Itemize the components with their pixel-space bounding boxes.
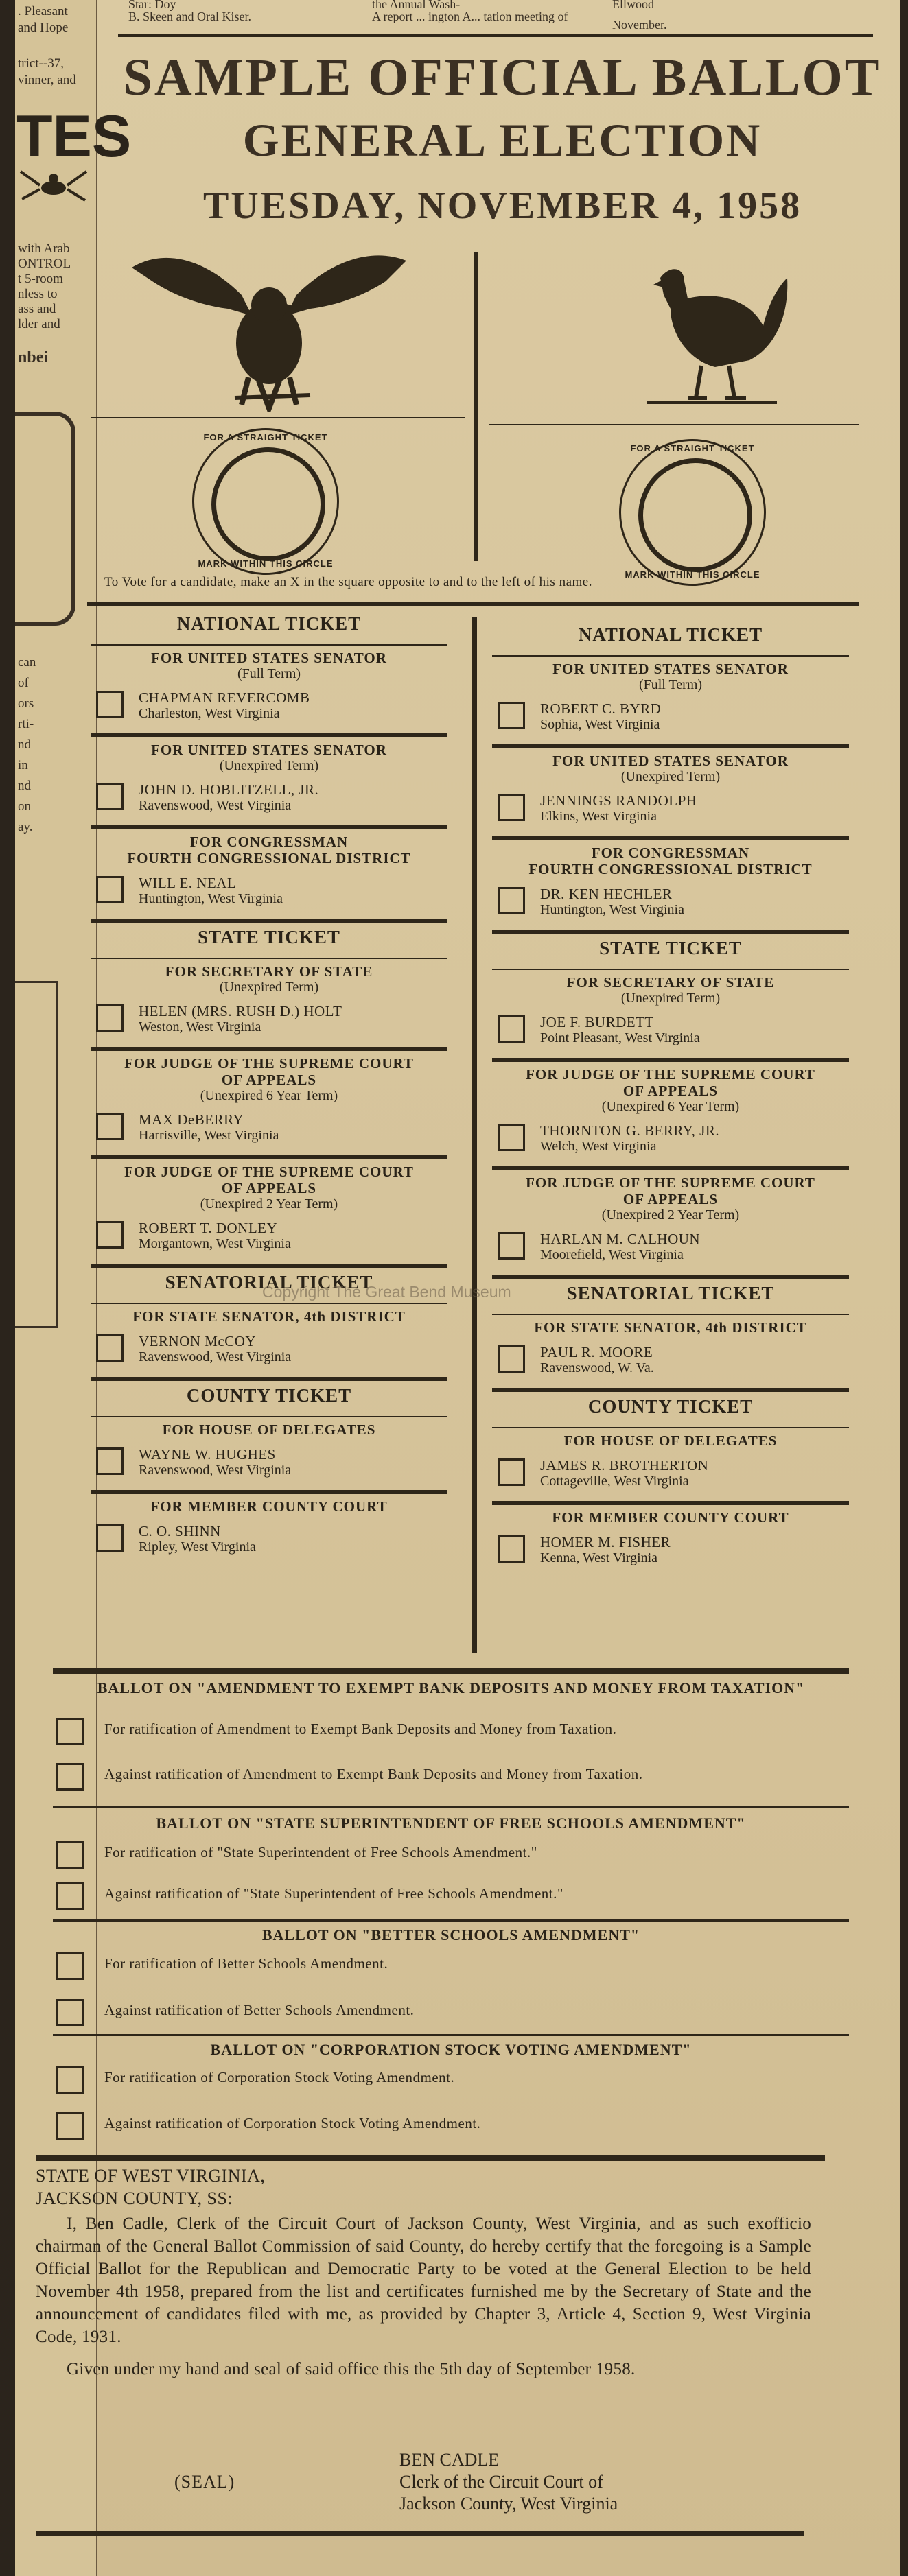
office-title: FOR SECRETARY OF STATE xyxy=(165,963,373,980)
office-title: FOR UNITED STATES SENATOR xyxy=(151,742,387,758)
vote-checkbox[interactable] xyxy=(56,1841,84,1869)
term-label: (Unexpired 6 Year Term) xyxy=(601,1099,740,1114)
office-title: FOR HOUSE OF DELEGATES xyxy=(162,1421,376,1438)
amendment-option xyxy=(56,1839,846,1873)
vote-checkbox[interactable] xyxy=(498,794,525,821)
strip-text: on xyxy=(18,799,31,814)
candidate-hometown: Elkins, West Virginia xyxy=(540,809,657,824)
top-rule xyxy=(118,34,873,37)
strip-headline: TES xyxy=(16,104,132,169)
certificate-state: STATE OF WEST VIRGINIA, xyxy=(36,2166,266,2186)
circle-caption: FOR A STRAIGHT TICKET xyxy=(630,443,755,453)
strip-text: rti- xyxy=(18,717,34,731)
column-divider xyxy=(474,252,478,561)
amendment-option-text: For ratification of Corporation Stock Voting Amendment. xyxy=(104,2069,455,2085)
section-title: COUNTY TICKET xyxy=(186,1385,352,1406)
candidate-row xyxy=(91,1329,447,1373)
strip-text: lder and xyxy=(18,317,60,331)
section-title: SENATORIAL TICKET xyxy=(566,1283,775,1303)
wasp-icon xyxy=(19,158,88,213)
candidate-name: DR. KEN HECHLER xyxy=(540,886,673,902)
term-label: (Unexpired 2 Year Term) xyxy=(601,1207,740,1222)
signature-block xyxy=(399,2449,618,2515)
amendment-option-text: For ratification of Better Schools Amendment. xyxy=(104,1955,388,1972)
clipped-text: Ellwood xyxy=(612,0,654,11)
term-label: (Unexpired 6 Year Term) xyxy=(200,1088,338,1103)
office-title: FOR CONGRESSMAN xyxy=(591,844,750,861)
strip-text: nbei xyxy=(18,348,49,366)
strip-text: of xyxy=(18,676,29,690)
strip-text: ass and xyxy=(18,302,56,316)
certificate-body: I, Ben Cadle, Clerk of the Circuit Court of Jackson County, West Virginia, and as such exofficio chairman of the General Ballot Commission of said County, do hereby certify that the foregoing is a Sample Official Ballot for the Republican and Democratic Party to be voted at the General Election to be held November 4th 1958, prepared from the list and certificates furnished me by the Secretary of State and the announcement of candidates filed with me, as provided by Chapter 3, Article 4, Section 9, West Virginia Code, 1931. xyxy=(36,2214,811,2346)
straight-ticket-circle-democratic[interactable] xyxy=(619,439,766,586)
amendment-divider xyxy=(53,2034,849,2036)
bottom-rule xyxy=(36,2531,804,2536)
strip-text: vinner, and xyxy=(18,73,76,87)
office-title: FOR CONGRESSMAN xyxy=(189,834,349,850)
candidate-hometown: Welch, West Virginia xyxy=(540,1139,657,1154)
vote-checkbox[interactable] xyxy=(498,702,525,729)
vote-checkbox[interactable] xyxy=(498,1015,525,1043)
clipped-text: B. Skeen and Oral Kiser. xyxy=(128,10,251,23)
office-title: FOR JUDGE OF THE SUPREME COURT xyxy=(526,1174,815,1191)
clerk-certificate xyxy=(36,2164,811,2380)
candidate-hometown: Sophia, West Virginia xyxy=(540,717,660,732)
office-title: FOR STATE SENATOR, 4th DISTRICT xyxy=(534,1319,807,1336)
candidate-name: JOHN D. HOBLITZELL, JR. xyxy=(139,781,319,798)
amendment-title: BALLOT ON "BETTER SCHOOLS AMENDMENT" xyxy=(261,1926,640,1943)
vote-checkbox[interactable] xyxy=(56,2066,84,2094)
amendment-option xyxy=(56,1950,846,1984)
candidate-hometown: Ravenswood, West Virginia xyxy=(139,1349,292,1364)
ballot-paper xyxy=(15,0,900,2576)
candidate-row xyxy=(91,999,447,1043)
office-title: OF APPEALS xyxy=(622,1083,719,1099)
candidate-name: MAX DeBERRY xyxy=(139,1111,244,1128)
vote-checkbox[interactable] xyxy=(498,1124,525,1151)
candidate-row xyxy=(91,1107,447,1151)
office-title: FOURTH CONGRESSIONAL DISTRICT xyxy=(127,850,411,866)
strip-text: can xyxy=(18,655,36,670)
candidate-hometown: Ravenswood, W. Va. xyxy=(540,1360,654,1375)
vote-checkbox[interactable] xyxy=(56,1952,84,1980)
candidate-row xyxy=(492,1453,849,1497)
candidate-hometown: Kenna, West Virginia xyxy=(540,1550,658,1565)
candidate-name: HELEN (MRS. RUSH D.) HOLT xyxy=(139,1003,342,1019)
candidate-name: CHAPMAN REVERCOMB xyxy=(139,689,310,706)
strip-text: nd xyxy=(18,779,31,793)
election-date: TUESDAY, NOVEMBER 4, 1958 xyxy=(202,185,802,227)
candidate-name: WILL E. NEAL xyxy=(139,875,237,891)
strip-text: . Pleasant xyxy=(18,4,68,19)
office-title: FOR JUDGE OF THE SUPREME COURT xyxy=(526,1066,815,1083)
office-title: FOR STATE SENATOR, 4th DISTRICT xyxy=(132,1308,406,1325)
candidate-row xyxy=(91,1442,447,1486)
term-label: (Unexpired Term) xyxy=(620,991,721,1006)
vote-checkbox[interactable] xyxy=(498,1345,525,1373)
candidate-row xyxy=(492,788,849,832)
candidate-hometown: Ripley, West Virginia xyxy=(139,1539,256,1555)
certificate-given: Given under my hand and seal of said office this the 5th day of September 1958. xyxy=(67,2360,636,2378)
candidate-row xyxy=(492,1010,849,1054)
office-title: OF APPEALS xyxy=(221,1072,317,1088)
candidate-hometown: Ravenswood, West Virginia xyxy=(139,1463,292,1478)
office-title: OF APPEALS xyxy=(622,1191,719,1207)
vote-checkbox[interactable] xyxy=(56,2112,84,2140)
candidate-hometown: Huntington, West Virginia xyxy=(139,891,283,906)
candidate-hometown: Huntington, West Virginia xyxy=(540,902,684,917)
vote-checkbox[interactable] xyxy=(96,1113,124,1140)
candidate-hometown: Moorefield, West Virginia xyxy=(540,1247,684,1262)
certificate-rule xyxy=(36,2155,825,2161)
candidate-row xyxy=(91,871,447,914)
amendment-option xyxy=(56,1880,846,1914)
candidate-row xyxy=(91,1216,447,1260)
circle-caption: FOR A STRAIGHT TICKET xyxy=(203,432,328,442)
strip-text: ors xyxy=(18,696,34,711)
candidate-name: HOMER M. FISHER xyxy=(540,1534,671,1550)
section-title: STATE TICKET xyxy=(599,938,742,958)
amendment-option-text: Against ratification of Corporation Stock Voting Amendment. xyxy=(104,2115,481,2131)
amendment-title: BALLOT ON "STATE SUPERINTENDENT OF FREE SCHOOLS AMENDMENT" xyxy=(156,1815,746,1832)
candidate-hometown: Charleston, West Virginia xyxy=(139,706,280,721)
voting-instruction: To Vote for a candidate, make an X in the square opposite to and to the left of his name. xyxy=(104,575,592,589)
circle-caption: MARK WITHIN THIS CIRCLE xyxy=(625,569,760,580)
strip-text: ONTROL xyxy=(18,257,71,271)
vote-checkbox[interactable] xyxy=(498,1535,525,1563)
office-title: FOR JUDGE OF THE SUPREME COURT xyxy=(124,1163,414,1180)
rooster-icon xyxy=(633,257,791,408)
vote-checkbox[interactable] xyxy=(96,783,124,810)
term-label: (Unexpired Term) xyxy=(219,980,319,995)
strip-text: nd xyxy=(18,737,31,752)
clipped-text: the Annual Wash- xyxy=(372,0,461,11)
seal-label: (SEAL) xyxy=(174,2472,235,2492)
amendment-title: BALLOT ON "AMENDMENT TO EXEMPT BANK DEPOSITS AND MONEY FROM TAXATION" xyxy=(97,1679,805,1697)
straight-ticket-mark-area[interactable] xyxy=(211,447,325,561)
vote-checkbox[interactable] xyxy=(498,887,525,914)
vote-checkbox[interactable] xyxy=(96,1221,124,1249)
eagle-icon xyxy=(125,240,413,412)
term-label: (Unexpired Term) xyxy=(219,758,319,773)
office-title: OF APPEALS xyxy=(221,1180,317,1196)
term-label: (Full Term) xyxy=(638,677,703,692)
amendment-option xyxy=(56,1760,846,1803)
candidate-name: C. O. SHINN xyxy=(139,1523,221,1539)
amendment-divider xyxy=(53,1919,849,1922)
amendment-option-text: For ratification of Amendment to Exempt Bank Deposits and Money from Taxation. xyxy=(104,1721,617,1737)
candidate-row xyxy=(492,1227,849,1271)
candidate-name: ROBERT T. DONLEY xyxy=(139,1220,278,1236)
emblem-rule xyxy=(489,424,859,425)
candidate-name: ROBERT C. BYRD xyxy=(540,700,662,717)
strip-box xyxy=(15,412,75,626)
vote-checkbox[interactable] xyxy=(96,876,124,903)
vote-checkbox[interactable] xyxy=(96,1004,124,1032)
candidate-hometown: Harrisville, West Virginia xyxy=(139,1128,279,1143)
candidate-hometown: Cottageville, West Virginia xyxy=(540,1474,689,1489)
section-title: NATIONAL TICKET xyxy=(578,624,763,645)
vote-checkbox[interactable] xyxy=(56,1718,84,1745)
vote-checkbox[interactable] xyxy=(56,1882,84,1910)
amendment-divider xyxy=(53,1806,849,1808)
section-title: NATIONAL TICKET xyxy=(176,613,362,634)
straight-ticket-mark-area[interactable] xyxy=(638,458,752,572)
candidate-name: JOE F. BURDETT xyxy=(540,1014,654,1030)
clipped-text: Star: Doy xyxy=(128,0,176,11)
amendment-option-text: Against ratification of Amendment to Exempt Bank Deposits and Money from Taxation. xyxy=(104,1766,643,1782)
amendment-option-text: Against ratification of Better Schools Amendment. xyxy=(104,2002,415,2018)
museum-watermark: Copyright The Great Bend Museum xyxy=(262,1283,511,1301)
candidate-row xyxy=(91,777,447,821)
amendment-option xyxy=(56,2064,846,2098)
candidate-row xyxy=(91,1519,447,1563)
republican-column xyxy=(91,609,447,1563)
office-title: FOR MEMBER COUNTY COURT xyxy=(552,1509,789,1526)
strip-text: trict--37, xyxy=(18,56,65,71)
office-title: FOURTH CONGRESSIONAL DISTRICT xyxy=(528,861,813,877)
strip-text: and Hope xyxy=(18,21,69,35)
candidate-row xyxy=(492,696,849,740)
strip-text: ay. xyxy=(18,820,33,834)
vote-checkbox[interactable] xyxy=(96,691,124,718)
candidate-name: JENNINGS RANDOLPH xyxy=(540,792,697,809)
clipped-text: November. xyxy=(612,18,667,32)
section-title: SENATORIAL TICKET xyxy=(165,1272,373,1292)
candidate-name: THORNTON G. BERRY, JR. xyxy=(540,1122,720,1139)
vote-checkbox[interactable] xyxy=(56,1763,84,1791)
office-title: FOR SECRETARY OF STATE xyxy=(566,974,775,991)
candidate-row xyxy=(492,882,849,925)
strip-text: in xyxy=(18,758,28,772)
vote-checkbox[interactable] xyxy=(96,1334,124,1362)
vote-checkbox[interactable] xyxy=(498,1458,525,1486)
ballot-title: SAMPLE OFFICIAL BALLOT xyxy=(123,49,882,106)
amendment-option-text: Against ratification of "State Superintendent of Free Schools Amendment." xyxy=(104,1885,563,1902)
straight-ticket-circle-republican[interactable] xyxy=(192,428,339,575)
candidate-hometown: Ravenswood, West Virginia xyxy=(139,798,292,813)
democratic-column xyxy=(492,620,849,1574)
strip-text: t 5-room xyxy=(18,272,63,286)
term-label: (Unexpired Term) xyxy=(620,769,721,784)
amendment-option xyxy=(56,2110,846,2144)
candidate-hometown: Weston, West Virginia xyxy=(139,1019,261,1035)
section-title: STATE TICKET xyxy=(198,927,340,947)
amendment-option xyxy=(56,1715,846,1749)
office-title: FOR UNITED STATES SENATOR xyxy=(151,650,387,666)
candidate-row xyxy=(492,1118,849,1162)
amendment-option xyxy=(56,1996,846,2031)
strip-box xyxy=(15,981,58,1328)
candidate-name: PAUL R. MOORE xyxy=(540,1344,653,1360)
signer-title: Jackson County, West Virginia xyxy=(399,2494,618,2514)
ballot-subtitle: GENERAL ELECTION xyxy=(242,114,763,166)
signer-name: BEN CADLE xyxy=(399,2450,500,2470)
amendment-option-text: For ratification of "State Superintendent of Free Schools Amendment." xyxy=(104,1844,537,1860)
clipped-text: A report ... ington A... tation meeting of xyxy=(372,10,568,23)
candidate-name: HARLAN M. CALHOUN xyxy=(540,1231,701,1247)
amendment-title: BALLOT ON "CORPORATION STOCK VOTING AMENDMENT" xyxy=(210,2041,692,2058)
office-title: FOR UNITED STATES SENATOR xyxy=(552,661,789,677)
vote-checkbox[interactable] xyxy=(56,1999,84,2026)
amendments-rule xyxy=(53,1668,849,1674)
office-title: FOR HOUSE OF DELEGATES xyxy=(563,1432,778,1449)
strip-text: with Arab xyxy=(18,241,70,256)
strip-text: nless to xyxy=(18,287,58,301)
candidate-row xyxy=(492,1530,849,1574)
vote-checkbox[interactable] xyxy=(498,1232,525,1260)
office-title: FOR UNITED STATES SENATOR xyxy=(552,753,789,769)
header-rule xyxy=(87,602,859,606)
candidate-hometown: Point Pleasant, West Virginia xyxy=(540,1030,700,1045)
term-label: (Unexpired 2 Year Term) xyxy=(200,1196,338,1212)
term-label: (Full Term) xyxy=(237,666,301,681)
candidate-name: WAYNE W. HUGHES xyxy=(139,1446,276,1463)
certificate-county: JACKSON COUNTY, SS: xyxy=(36,2188,233,2208)
section-title: COUNTY TICKET xyxy=(587,1396,754,1417)
candidate-row xyxy=(91,685,447,729)
office-title: FOR JUDGE OF THE SUPREME COURT xyxy=(124,1055,414,1072)
candidate-name: VERNON McCOY xyxy=(139,1333,257,1349)
office-title: FOR MEMBER COUNTY COURT xyxy=(150,1498,388,1515)
circle-caption: MARK WITHIN THIS CIRCLE xyxy=(198,558,334,569)
signer-title: Clerk of the Circuit Court of xyxy=(399,2472,603,2492)
column-divider xyxy=(472,617,477,1653)
candidate-hometown: Morgantown, West Virginia xyxy=(139,1236,291,1251)
candidate-name: JAMES R. BROTHERTON xyxy=(540,1457,709,1474)
emblem-rule xyxy=(91,417,465,418)
vote-checkbox[interactable] xyxy=(96,1447,124,1475)
candidate-row xyxy=(492,1340,849,1384)
vote-checkbox[interactable] xyxy=(96,1524,124,1552)
